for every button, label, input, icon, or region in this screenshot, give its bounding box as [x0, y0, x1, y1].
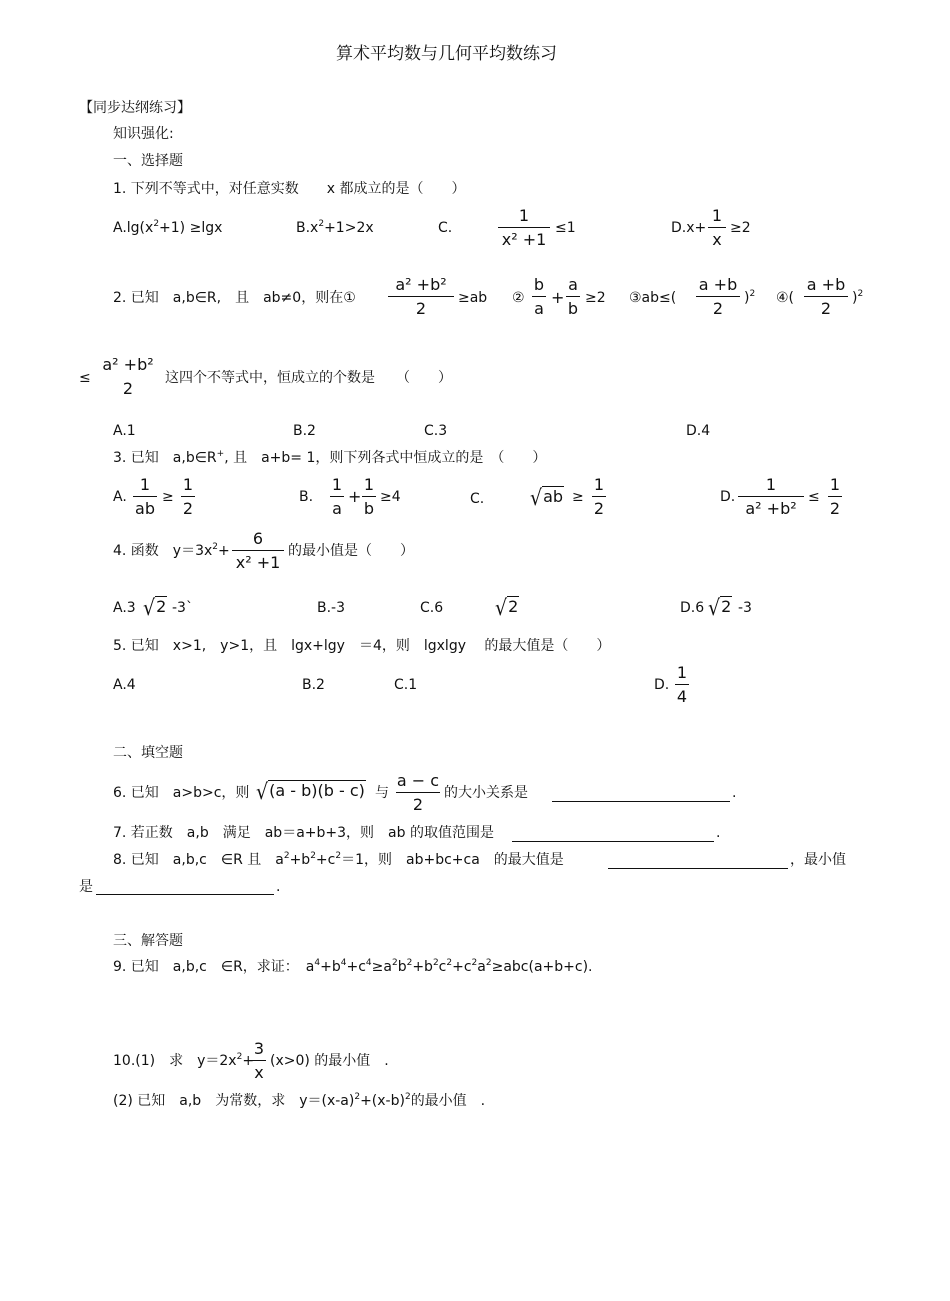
q1-option-d-rel: ≥2 [730, 220, 751, 236]
q2-fraction-5: a² +b² 2 [102, 355, 154, 398]
q1-stem: 1. 下列不等式中，对任意实数 x 都成立的是（ ） [113, 181, 466, 197]
q3-option-d-fraction-2: 1 2 [829, 475, 841, 518]
q2-circle-2: ② [512, 290, 525, 306]
q1-option-d-label: D.x+ [671, 220, 707, 236]
q4-option-d-label: D.6 [680, 600, 705, 616]
q3-option-b-rel: ≥4 [380, 489, 401, 505]
q3-option-a-fraction-2: 1 2 [182, 475, 194, 518]
q3-option-c-sqrt: √ab [530, 485, 564, 511]
q4-option-a-sqrt: √2 [143, 595, 167, 621]
q1-option-c-rel: ≤1 [555, 220, 576, 236]
q5-option-d-label: D. [654, 677, 670, 693]
q2-item-3-lead: ③ab≤( [629, 290, 677, 306]
q3-option-c-rel: ≥ [572, 489, 584, 505]
q3-option-d-label: D. [720, 489, 736, 505]
q3-stem: 3. 已知 a,b∈R+, 且 a+b= 1，则下列各式中恒成立的是 （ ） [113, 449, 547, 466]
q5-option-b: B.2 [302, 677, 325, 693]
q1-option-c-label: C. [438, 220, 453, 236]
q8-lead: 8. 已知 a,b,c ∈R 且 $a^2+b^2+c^2=1$，则 ab+bc+ca 的最大值是 [113, 851, 564, 868]
q3-option-a-label: A. [113, 489, 127, 505]
part3-heading: 三、解答题 [113, 933, 183, 949]
q2-fraction-1: a² +b² 2 [388, 277, 454, 317]
q6-fraction: a − c 2 [396, 771, 440, 814]
q6-answer-blank[interactable] [552, 800, 730, 802]
q3-option-c-label: C. [470, 491, 485, 507]
q2-le: ≤ [79, 370, 91, 386]
q4-option-c-sqrt: √2 [495, 595, 519, 621]
q8-mid: ，最小值 [790, 852, 846, 868]
part2-heading: 二、填空题 [113, 745, 183, 761]
q4-option-d-sqrt: √2 [708, 595, 732, 621]
q10-fraction: 3 x [253, 1039, 265, 1082]
q3-option-d-fraction-1: 1 a² +b² [738, 477, 804, 517]
q4-fraction: 6 x² +1 [232, 531, 284, 571]
q7-answer-blank[interactable] [512, 840, 714, 842]
q10-part1-tail: (x>0) 的最小值 . [270, 1053, 389, 1069]
q4-stem: 4. 函数 $y=3x^2+$ [113, 542, 230, 559]
q2-item-4-lead: ④( [776, 290, 795, 306]
q8-max-blank[interactable] [608, 867, 788, 869]
q2-fraction-2b: a b [567, 275, 579, 318]
q6-lead: 6. 已知 a>b>c，则 [113, 785, 250, 801]
q8-line2: 是 [79, 879, 93, 895]
q1-option-c-fraction: 1 x² +1 [498, 208, 550, 248]
q8-min-blank[interactable] [96, 893, 274, 895]
q4-option-d-tail: -3 [738, 600, 752, 616]
q2-rel-2: ≥2 [585, 290, 606, 306]
q3-option-b-plus: + [348, 487, 362, 506]
q2-fraction-3: a +b 2 [696, 277, 740, 317]
q2-tail: 这四个不等式中，恒成立的个数是 （ ） [165, 370, 452, 386]
q10-part1-lead: 10.(1) 求 $y=2x^2+$ [113, 1052, 255, 1069]
q3-option-c-fraction: 1 2 [593, 475, 605, 518]
q2-fraction-4: a +b 2 [804, 277, 848, 317]
q4-option-b: B.-3 [317, 600, 346, 616]
q2-item-3-close: )$^2$ [744, 289, 756, 306]
part1-heading: 一、选择题 [113, 153, 183, 169]
q2-option-b: B.2 [293, 423, 316, 439]
q3-option-d-rel: ≤ [808, 489, 820, 505]
section-heading: 【同步达纲练习】 [79, 100, 191, 116]
q2-fraction-2a: b a [533, 275, 545, 318]
q1-option-b: $B.x^2+1>2x$ [296, 219, 374, 236]
q5-option-a: A.4 [113, 677, 136, 693]
q1-option-a: $A.\lg(x^2+1) \ge\lg x$ [113, 219, 223, 236]
q3-option-a-rel: ≥ [162, 489, 174, 505]
q2-option-a: A.1 [113, 423, 136, 439]
q8-end: . [276, 879, 281, 895]
q2-item-4-close: )$^2$ [852, 289, 864, 306]
q5-option-c: C.1 [394, 677, 418, 693]
q5-option-d-fraction: 1 4 [676, 663, 688, 706]
q6-mid: 与 [375, 785, 389, 801]
q7-text: 7. 若正数 a,b 满足 ab＝a+b+3，则 ab 的取值范围是 [113, 825, 494, 841]
q2-lead: 2. 已知 a,b∈R, 且 ab≠0，则在① [113, 290, 356, 306]
q4-tail: 的最小值是（ ） [288, 543, 414, 559]
q3-option-b-label: B. [299, 489, 314, 505]
q1-option-d-fraction: 1 x [708, 208, 726, 248]
q4-option-a-label: A.3 [113, 600, 136, 616]
knowledge-label: 知识强化: [113, 126, 174, 142]
q6-sqrt: √(a - b)(b - c) [256, 779, 365, 805]
q6-tail: 的大小关系是 [444, 785, 528, 801]
q9-text: 9. 已知 a,b,c ∈R，求证： $a^4+b^4+c^4\ge a^2b^2+b^2c^2+c^2a^2\ge abc(a+b+c)$. [113, 958, 593, 975]
q3-option-b-fraction-1: 1 a [331, 475, 343, 518]
q10-part2: (2) 已知 a,b 为常数，求 $y=(x-a)^2+(x-b)^2$的最小值 . [113, 1092, 486, 1109]
q3-option-a-fraction-1: 1 ab [133, 477, 157, 517]
q3-option-b-fraction-2: 1 b [363, 475, 375, 518]
q5-stem: 5. 已知 x>1, y>1，且 lgx+lgy ＝4，则 lgxlgy 的最大值是（ ） [113, 638, 611, 654]
page-title: 算术平均数与几何平均数练习 [336, 44, 557, 64]
q2-rel-1: ≥ab [458, 290, 488, 306]
q2-option-c: C.3 [424, 423, 448, 439]
q2-option-d: D.4 [686, 423, 711, 439]
q4-option-c-label: C.6 [420, 600, 444, 616]
q7-end: . [716, 825, 721, 841]
q6-end: . [732, 785, 737, 801]
q4-option-a-tail: -3` [172, 600, 193, 616]
q2-plus: + [551, 288, 565, 307]
